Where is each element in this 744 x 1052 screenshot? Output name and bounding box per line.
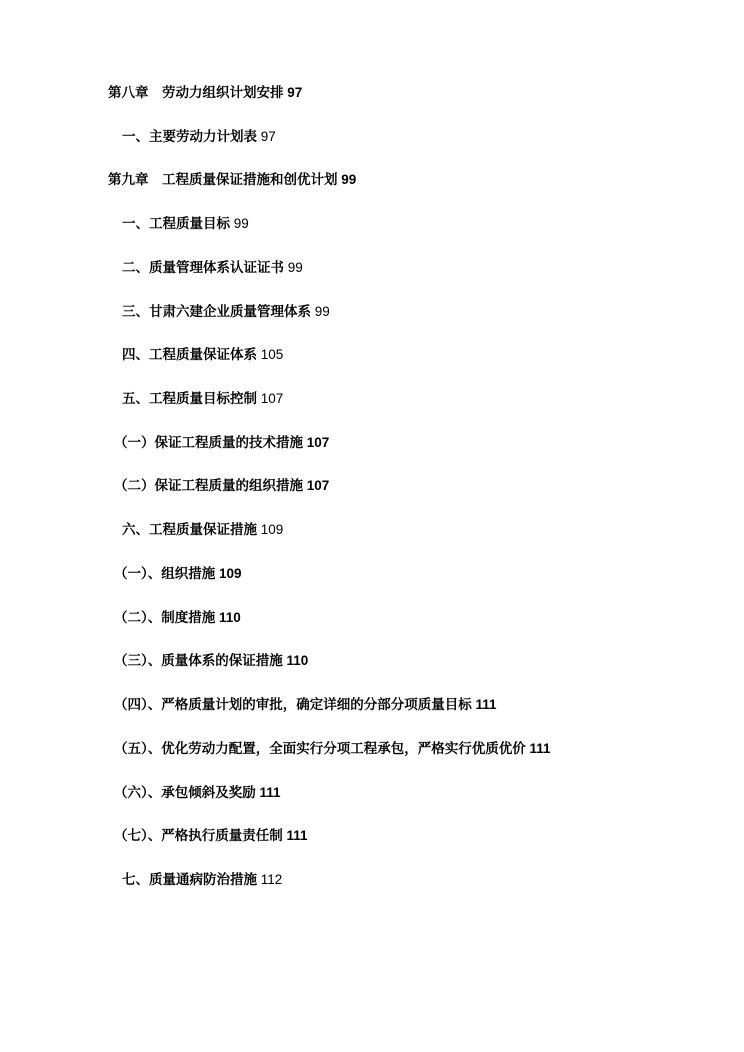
- toc-entry[interactable]: [122, 259, 674, 277]
- toc-entry-label: 第八章 劳动力组织计划安排: [108, 85, 284, 100]
- toc-entry-page-number: 109: [219, 565, 242, 581]
- toc-entry[interactable]: [122, 215, 674, 233]
- toc-entry-page-number: 99: [341, 172, 357, 188]
- toc-entry[interactable]: [122, 871, 674, 889]
- toc-entry-label: （二）保证工程质量的组织措施: [114, 478, 303, 494]
- toc-entry-label: 三、甘肃六建企业质量管理体系: [122, 303, 311, 319]
- toc-entry[interactable]: [114, 696, 674, 714]
- toc-entry-label: （四）、严格质量计划的审批，确定详细的分部分项质量目标: [114, 697, 472, 713]
- toc-entry-label: 第九章 工程质量保证措施和创优计划: [108, 172, 338, 188]
- toc-entry-label: （五）、优化劳动力配置，全面实行分项工程承包，严格实行优质优价: [114, 740, 526, 756]
- toc-entry-page-number: 107: [306, 478, 330, 494]
- toc-entry-page-number: 111: [286, 828, 308, 844]
- toc-entry[interactable]: [114, 827, 674, 845]
- toc-entry-page-number: 110: [286, 653, 309, 669]
- toc-entry[interactable]: [122, 390, 674, 408]
- toc-entry-label: 二、质量管理体系认证证书: [122, 259, 284, 275]
- toc-entry[interactable]: [108, 84, 674, 102]
- toc-entry-page-number: 111: [259, 784, 281, 800]
- toc-entry-page-number: 111: [475, 697, 497, 713]
- toc-entry[interactable]: [114, 652, 674, 670]
- toc-entry-label: （一）、组织措施: [114, 565, 216, 581]
- toc-entry-label: 一、主要劳动力计划表: [122, 128, 257, 144]
- toc-entry-page-number: 99: [314, 303, 330, 319]
- toc-entry-page-number: 97: [287, 85, 303, 100]
- toc-entry[interactable]: [122, 346, 674, 364]
- toc-entry-page-number: 97: [260, 128, 276, 144]
- toc-entry-label: （二）、制度措施: [114, 609, 216, 625]
- toc-entry-label: （七）、严格执行质量责任制: [114, 828, 283, 844]
- toc-entry-label: 五、工程质量目标控制: [122, 391, 257, 407]
- toc-entry[interactable]: [122, 128, 674, 146]
- toc-entry[interactable]: [114, 784, 674, 802]
- toc-entry-page-number: 99: [287, 259, 303, 275]
- toc-entry-label: 一、工程质量目标: [122, 216, 230, 232]
- toc-entry-page-number: 112: [260, 871, 283, 887]
- toc-entry-label: （三）、质量体系的保证措施: [114, 653, 283, 669]
- toc-entry[interactable]: [122, 521, 674, 539]
- toc-entry-page-number: 110: [219, 609, 241, 625]
- toc-entry[interactable]: [114, 434, 674, 452]
- toc-entry-label: 四、工程质量保证体系: [122, 347, 257, 363]
- toc-entry-page-number: 99: [233, 216, 249, 232]
- toc-entry-page-number: 109: [260, 522, 284, 538]
- toc-entry[interactable]: [114, 565, 674, 583]
- table-of-contents: [108, 84, 674, 889]
- toc-entry-page-number: 107: [306, 434, 330, 450]
- toc-entry[interactable]: [114, 477, 674, 495]
- toc-entry-label: 六、工程质量保证措施: [122, 522, 257, 538]
- toc-entry-page-number: 111: [529, 740, 551, 756]
- toc-entry[interactable]: [114, 740, 674, 758]
- toc-entry-label: （六）、承包倾斜及奖励: [114, 784, 256, 800]
- toc-entry[interactable]: [122, 303, 674, 321]
- toc-entry-page-number: 107: [260, 391, 284, 407]
- toc-entry-page-number: 105: [260, 347, 284, 363]
- toc-entry[interactable]: [114, 609, 674, 627]
- toc-entry[interactable]: [108, 171, 674, 189]
- toc-entry-label: （一）保证工程质量的技术措施: [114, 434, 303, 450]
- toc-entry-label: 七、质量通病防治措施: [122, 871, 257, 887]
